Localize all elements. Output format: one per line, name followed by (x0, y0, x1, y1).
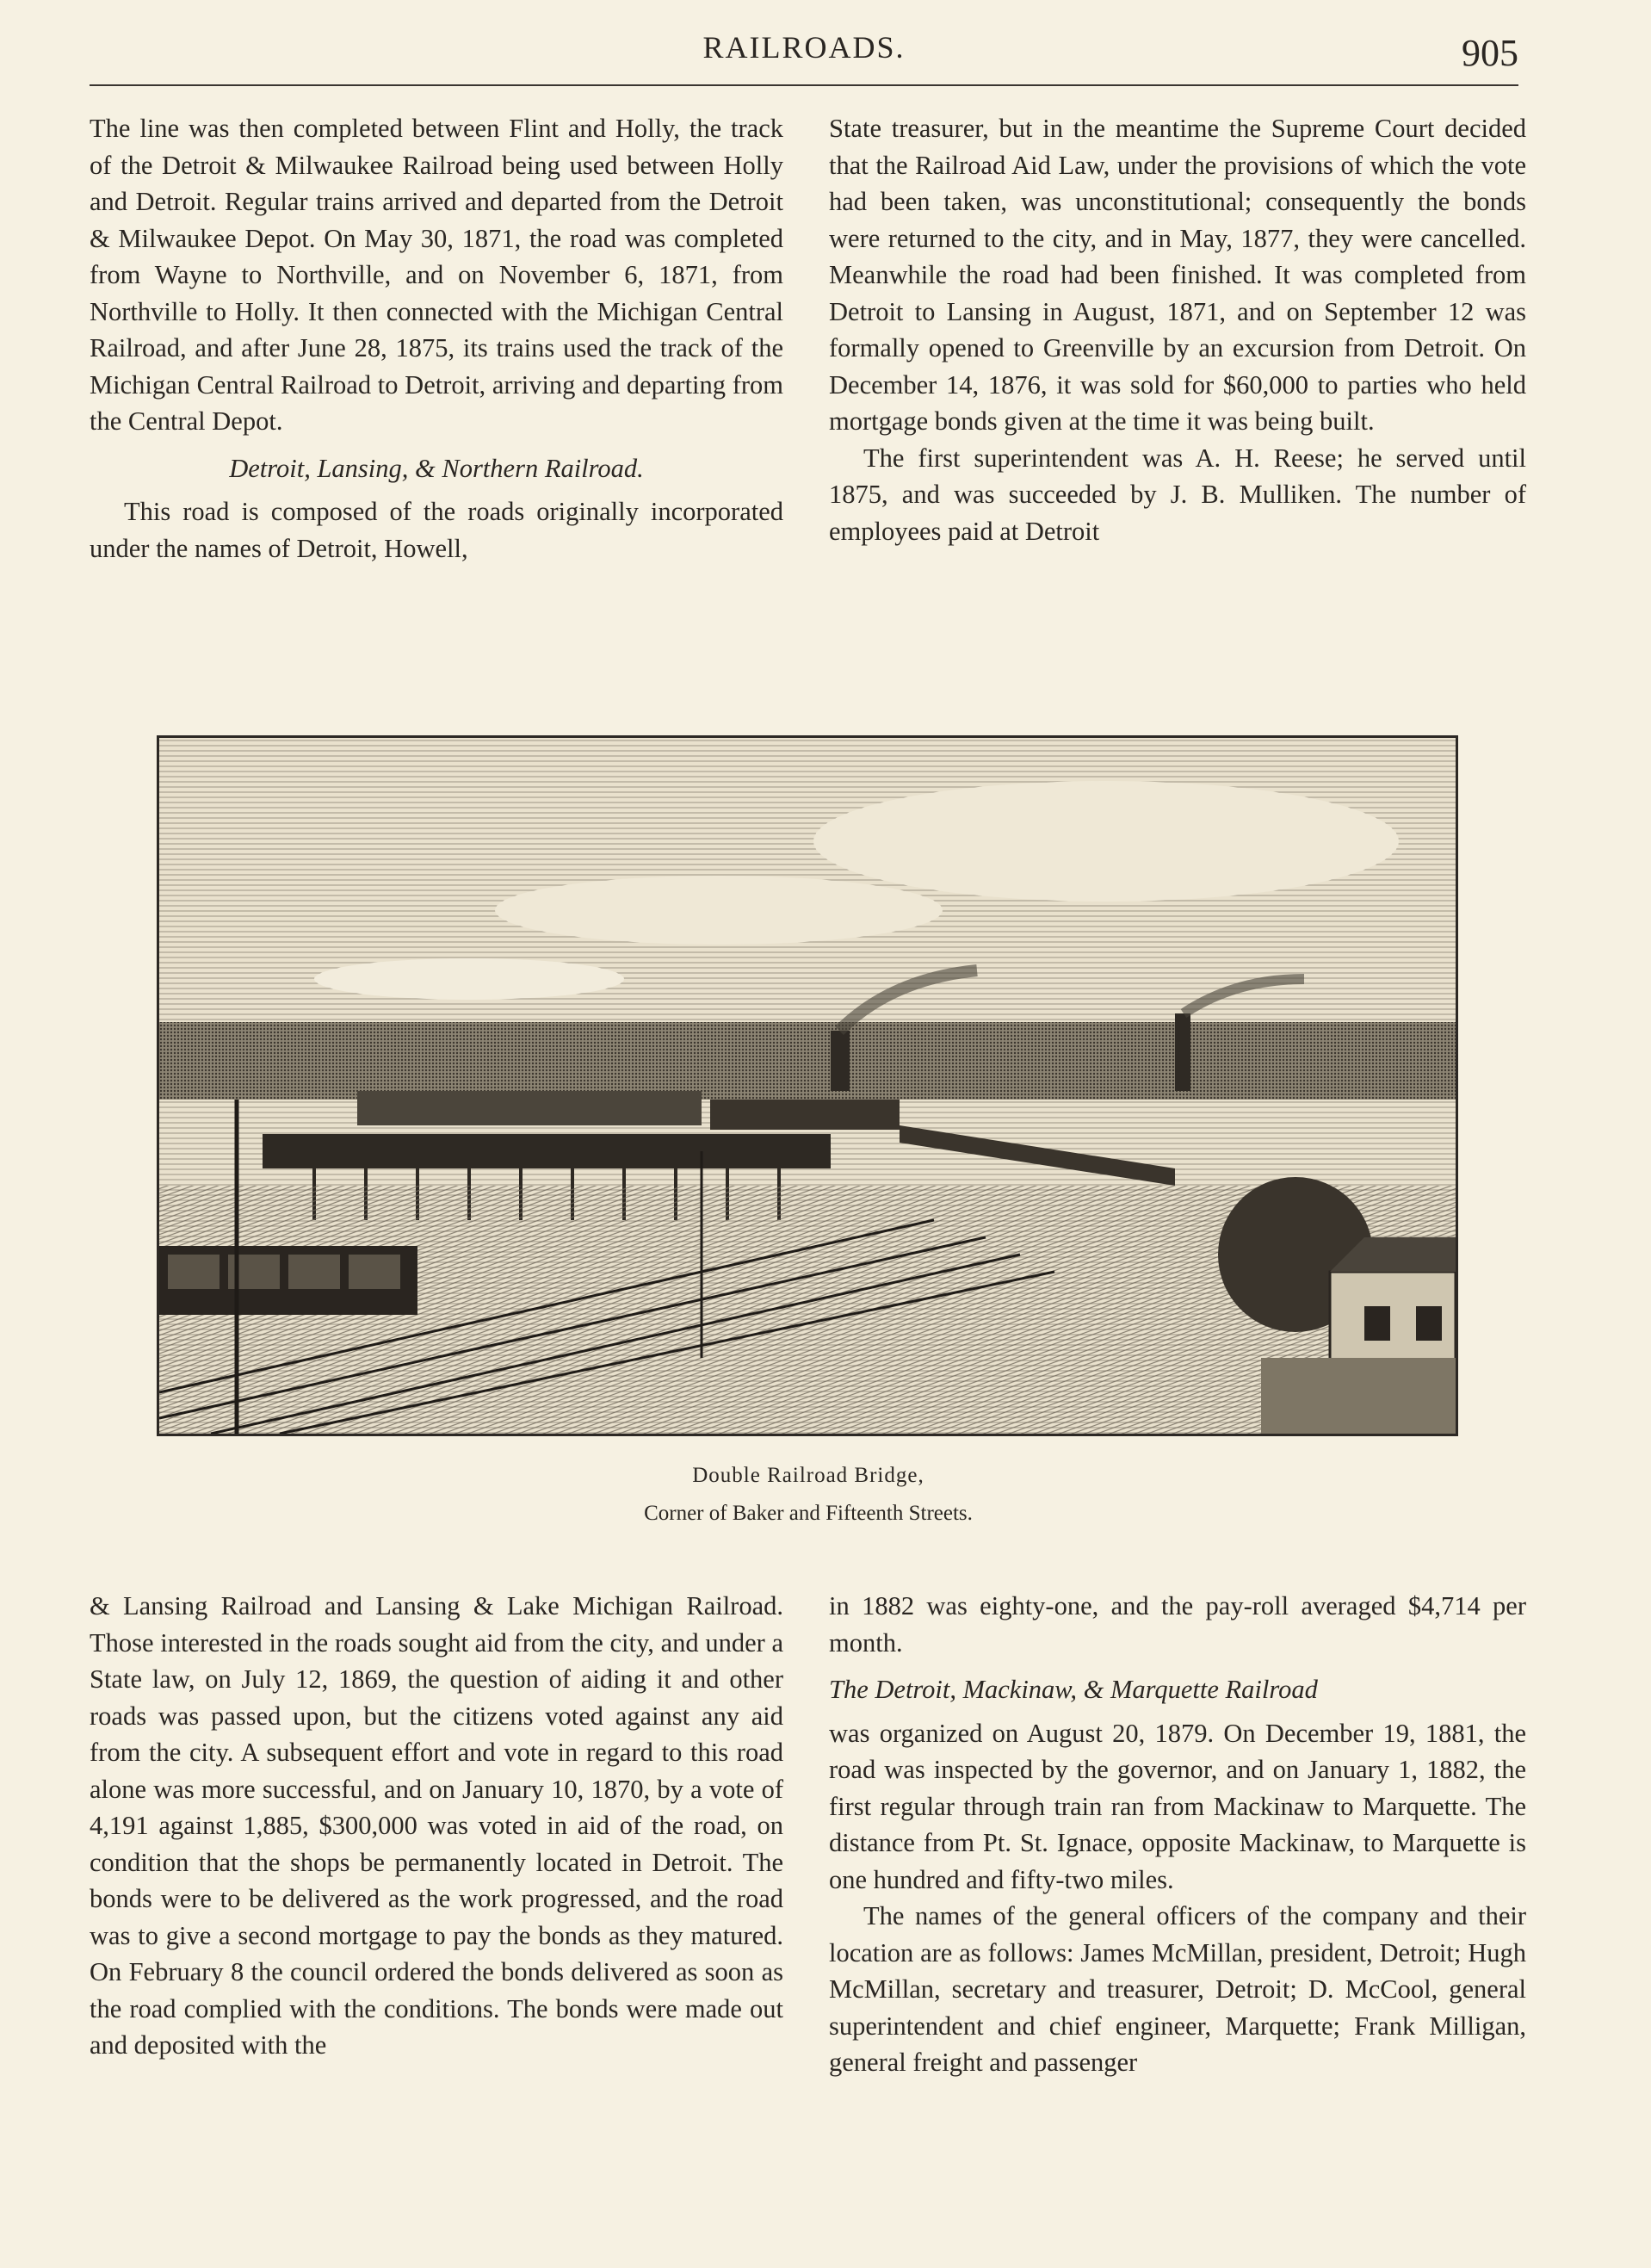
railroad-bridge-engraving (159, 738, 1456, 1434)
column-bottom-left (90, 1588, 783, 2064)
paragraph: This road is composed of the roads originally incorporated under the names of Detroit, Howell, (90, 497, 783, 563)
paragraph: The first superintendent was A. H. Reese; he served until 1875, and was succeeded by J. B. Mulliken. The number of employees paid at Detroit (829, 443, 1526, 546)
paragraph: was organized on August 20, 1879. On December 19, 1881, the road was inspected by the governor, and on January 1, 1882, the first regular through train ran from Mackinaw to Marquette. The distance from Pt. St. Ignace, opposite Mackinaw, to Marquette is one hundred and fifty-two miles. (829, 1718, 1526, 1894)
column-top-right (829, 110, 1526, 549)
section-heading: The Detroit, Mackinaw, & Marquette Railroad (829, 1675, 1318, 1704)
paragraph: State treasurer, but in the meantime the Supreme Court decided that the Railroad Aid Law, under the provisions of which the vote had been taken, was unconstitutional; consequently the bonds were returned to the city, and in May, 1877, they were cancelled. Meanwhile the road had been finished. It was completed from Detroit to Lansing in August, 1871, and on September 12 was formally opened to Greenville by an excursion from Detroit. On December 14, 1876, it was sold for $60,000 to parties who held mortgage bonds given at the time it was being built. (829, 114, 1526, 436)
paragraph: The line was then completed between Flint and Holly, the track of the Detroit & Milwaukee Railroad being used between Holly and Detroit. Regular trains arrived and departed from the Detroit & Milwaukee Depot. On May 30, 1871, the road was completed from Wayne to Northville, and on November 6, 1871, from Northville to Holly. It then connected with the Michigan Central Railroad, and after June 28, 1875, its trains used the track of the Michigan Central Railroad to Detroit, arriving and departing from the Central Depot. (90, 114, 783, 436)
running-title: RAILROADS. (702, 30, 906, 65)
column-bottom-right (829, 1588, 1526, 2081)
paragraph: The names of the general officers of the company and their location are as follows: James McMillan, president, Detroit; Hugh McMillan, secretary and treasurer, Detroit; D. McCool, general superintendent and chief engineer, Marquette; Frank Milligan, general freight and passenger (829, 1901, 1526, 2077)
paragraph: in 1882 was eighty-one, and the pay-roll averaged $4,714 per month. (829, 1591, 1526, 1658)
column-top-left (90, 110, 783, 567)
engraving-illustration (157, 735, 1458, 1436)
paragraph: & Lansing Railroad and Lansing & Lake Michigan Railroad. Those interested in the roads sought aid from the city, and under a State law, on July 12, 1869, the question of aiding it and other roads was passed upon, but the citizens voted against any aid from the city. A subsequent effort and vote in regard to this road alone was more successful, and on January 10, 1870, by a vote of 4,191 against 1,885, $300,000 was voted in aid of the road, on condition that the shops be permanently located in Detroit. The bonds were to be delivered as the work progressed, and the road was to give a second mortgage to pay the bonds as they matured. On February 8 the council ordered the bonds delivered as soon as the road complied with the conditions. The bonds were made out and deposited with the (90, 1591, 783, 2060)
figure-caption-subtitle: Corner of Baker and Fifteenth Streets. (644, 1502, 973, 1525)
section-heading: Detroit, Lansing, & Northern Railroad. (229, 453, 644, 483)
figure-caption-title: Double Railroad Bridge, (692, 1464, 924, 1487)
page-number: 905 (1462, 32, 1518, 74)
page-header (90, 24, 1518, 86)
